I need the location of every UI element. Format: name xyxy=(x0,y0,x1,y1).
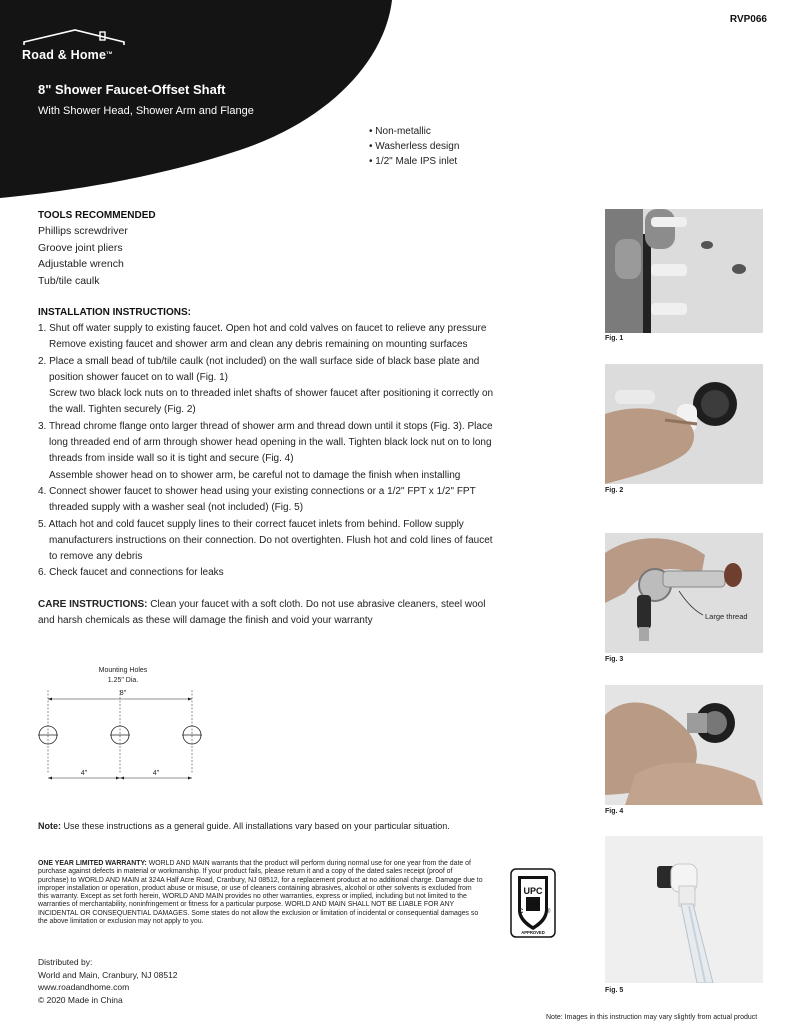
feature-item: • 1/2" Male IPS inlet xyxy=(369,156,458,167)
diagram-title: Mounting Holes xyxy=(98,667,148,674)
distributor-line: © 2020 Made in China xyxy=(38,994,123,1005)
upc-c: C xyxy=(519,909,524,915)
step-line: Remove existing faucet and shower arm and clean any debris remaining on mounting surfaces xyxy=(49,339,468,351)
tools-heading: TOOLS RECOMMENDED xyxy=(38,210,156,221)
diagram-span-label: 8" xyxy=(119,690,127,697)
diagram-diameter: 1.25" Dia. xyxy=(107,677,139,684)
care-text: Clean your faucet with a soft cloth. Do not use abrasive cleaners, steel wool and harsh chemicals as these will damage the finish and void your warranty xyxy=(38,599,486,626)
step-line: Assemble shower head on to shower arm, be careful not to damage the finish when installing xyxy=(49,469,461,481)
diagram-left-spacing: 4" xyxy=(80,770,88,777)
large-thread-callout: Large thread xyxy=(705,612,748,621)
step-line: to remove any debris xyxy=(49,551,143,563)
upc-approved: APPROVED xyxy=(521,930,545,935)
warranty-section xyxy=(38,860,483,926)
note-text: Use these instructions as a general guide. All installations vary based on your particular situation. xyxy=(63,821,450,831)
upc-certification-icon xyxy=(510,868,556,938)
distributor-line: Distributed by: xyxy=(38,957,93,967)
mounting-holes-diagram xyxy=(30,662,220,782)
fig-5-photo xyxy=(605,836,763,983)
step-line: 3. Thread chrome flange onto larger thread of shower arm and thread down until it stops (Fig. 3). Place xyxy=(38,420,493,432)
step-line: position shower faucet on to wall (Fig. 1) xyxy=(49,371,228,383)
upc-r: ® xyxy=(546,909,551,915)
fig-4-label: Fig. 4 xyxy=(605,808,624,815)
feature-list xyxy=(369,124,459,169)
fig-3-label: Fig. 3 xyxy=(605,656,624,663)
fig-1-photo xyxy=(605,209,763,333)
fig-4-photo xyxy=(605,685,763,805)
fig-1-label: Fig. 1 xyxy=(605,335,624,342)
fig-2-label: Fig. 2 xyxy=(605,487,624,494)
installation-heading: INSTALLATION INSTRUCTIONS: xyxy=(38,307,191,318)
distributor-line: World and Main, Cranbury, NJ 08512 xyxy=(38,969,178,980)
website-link[interactable]: www.roadandhome.com xyxy=(38,982,130,992)
feature-item: • Washerless design xyxy=(369,141,460,152)
warranty-heading: ONE YEAR LIMITED WARRANTY: xyxy=(38,860,147,867)
tool-item: Phillips screwdriver xyxy=(38,225,128,237)
step-line: 5. Attach hot and cold faucet supply lines to their correct faucet inlets from behind. Follow supply xyxy=(38,518,464,530)
note-label: Note: xyxy=(38,821,61,831)
tool-item: Groove joint pliers xyxy=(38,241,123,254)
step-line: threaded supply with a washer seal (not included) (Fig. 5) xyxy=(49,502,304,514)
model-number: RVP066 xyxy=(729,14,767,25)
step-line: 2. Place a small bead of tub/tile caulk (not included) on the wall surface side of black base plate and xyxy=(38,355,480,367)
product-title: 8" Shower Faucet-Offset Shaft xyxy=(38,82,226,97)
image-disclaimer: Note: Images in this instruction may vary slightly from actual product xyxy=(546,1014,758,1021)
warranty-text: WORLD AND MAIN warrants that the product will perform during normal use for one year from the date of purchase against defects in material or workmanship. If your product fails, please return it and a copy of the dated sales receipt (proof of purchase) to WORLD AND MAIN at 324A Half Acre Road, Cranbury, NJ 08512, for a replacement product at no additional charge. Damage due to improper installation or operation, product abuse or misuse, or use of cleaners containing abrasives, alcohol or other solvents is excluded from this warranty. Except as set forth herein, WORLD AND MAIN provides no other warranties, express or implied, including but not limited to the warranties of merchantability, noninfringement or fitness for a particular purpose. WORLD AND MAIN SHALL NOT BE LIABLE FOR ANY INCIDENTAL OR CONSEQUENTIAL DAMAGES. Some states do not allow the exclusion or limitation of incidental or consequential damages so the above limitation or exclusion may not apply to you. xyxy=(38,860,483,926)
care-heading: CARE INSTRUCTIONS: xyxy=(38,599,148,610)
general-note xyxy=(38,821,450,831)
fig-2-photo xyxy=(605,364,763,484)
distributor-block xyxy=(38,956,178,1006)
feature-item: • Non-metallic xyxy=(369,126,431,137)
tools-section xyxy=(38,210,156,289)
step-line: manufacturers instructions on their connection. Do not overtighten. Flush hot and cold lines of faucet xyxy=(49,534,493,546)
step-line: Screw two black lock nuts on to threaded inlet shafts of shower faucet after positioning it correctly on xyxy=(49,388,494,400)
brand-name: Road & Home™ xyxy=(22,48,113,62)
step-line: the wall. Tighten securely (Fig. 2) xyxy=(49,404,196,416)
upc-mark: UPC xyxy=(523,886,543,896)
step-line: 6. Check faucet and connections for leaks xyxy=(38,567,224,579)
tool-item: Adjustable wrench xyxy=(38,258,124,270)
installation-section xyxy=(38,307,498,582)
product-subtitle: With Shower Head, Shower Arm and Flange xyxy=(38,105,254,117)
fig-3-photo xyxy=(605,533,763,653)
diagram-right-spacing: 4" xyxy=(152,770,160,777)
step-line: threads from inside wall so it is tight and secure (Fig. 4) xyxy=(49,453,294,465)
step-line: long threaded end of arm through shower head opening in the wall. Tighten black lock nut on to long xyxy=(49,437,492,449)
step-line: 4. Connect shower faucet to shower head using your existing connections or a 1/2" FPT x 1/2" FPT xyxy=(38,485,476,497)
step-line: 1. Shut off water supply to existing faucet. Open hot and cold valves on faucet to relieve any pressure xyxy=(38,323,487,334)
tool-item: Tub/tile caulk xyxy=(38,274,100,287)
care-section xyxy=(38,597,498,629)
fig-5-label: Fig. 5 xyxy=(605,987,624,994)
